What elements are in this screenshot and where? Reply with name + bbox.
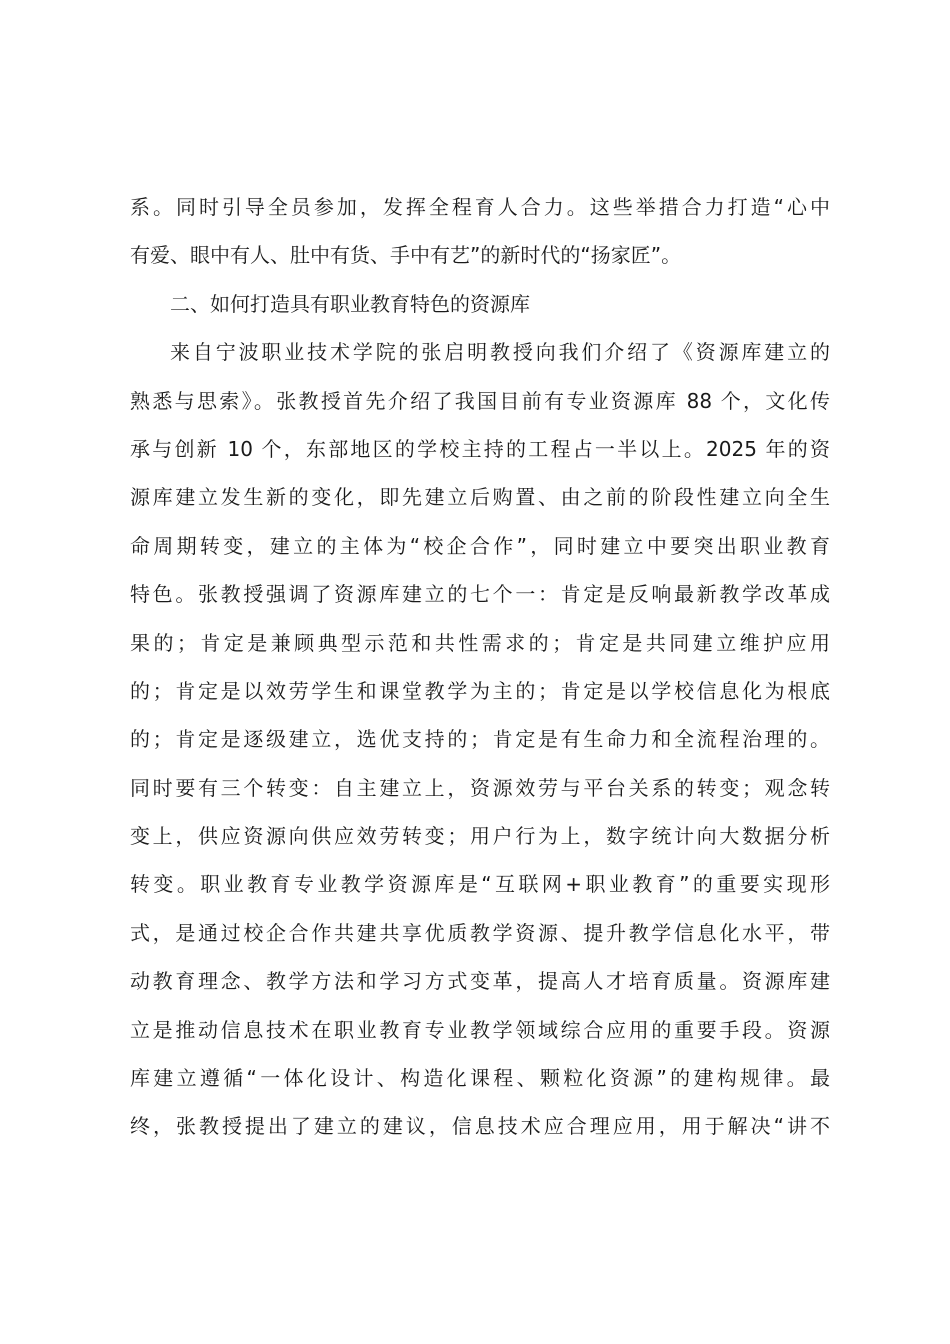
text-line: 式，是通过校企合作共建共享优质教学资源、提升教学信息化水平，带 (130, 920, 830, 945)
text-line: 的；肯定是以效劳学生和课堂教学为主的；肯定是以学校信息化为根底 (130, 678, 830, 703)
text-line: 有爱、眼中有人、肚中有货、手中有艺”的新时代的“扬家匠”。 (130, 243, 682, 268)
text-line: 源库建立发生新的变化，即先建立后购置、由之前的阶段性建立向全生 (130, 485, 830, 510)
text-line: 熟悉与思索》。张教授首先介绍了我国目前有专业资源库 88 个，文化传 (130, 388, 830, 413)
text-line: 立是推动信息技术在职业教育专业教学领域综合应用的重要手段。资源 (130, 1017, 830, 1042)
text-line: 终，张教授提出了建立的建议，信息技术应合理应用，用于解决“讲不 (130, 1114, 830, 1139)
section-heading: 二、如何打造具有职业教育特色的资源库 (170, 291, 530, 316)
text-line: 动教育理念、教学方法和学习方式变革，提高人才培育质量。资源库建 (130, 969, 830, 994)
text-line: 的；肯定是逐级建立，选优支持的；肯定是有生命力和全流程治理的。 (130, 727, 830, 752)
text-line: 果的；肯定是兼顾典型示范和共性需求的；肯定是共同建立维护应用 (130, 630, 830, 655)
text-line: 库建立遵循“一体化设计、构造化课程、颗粒化资源”的建构规律。最 (130, 1066, 830, 1091)
body-text (130, 183, 830, 1151)
text-line: 系。同时引导全员参加，发挥全程育人合力。这些举措合力打造“心中 (130, 195, 830, 219)
text-line: 承与创新 10 个，东部地区的学校主持的工程占一半以上。2025 年的资 (130, 436, 830, 461)
text-line: 同时要有三个转变：自主建立上，资源效劳与平台关系的转变；观念转 (130, 775, 830, 800)
text-line: 转变。职业教育专业教学资源库是“互联网+职业教育”的重要实现形 (130, 872, 830, 897)
text-line: 来自宁波职业技术学院的张启明教授向我们介绍了《资源库建立的 (170, 340, 830, 365)
text-line: 特色。张教授强调了资源库建立的七个一：肯定是反响最新教学改革成 (130, 582, 830, 607)
text-line: 变上，供应资源向供应效劳转变；用户行为上，数字统计向大数据分析 (130, 824, 830, 849)
text-line: 命周期转变，建立的主体为“校企合作”，同时建立中要突出职业教育 (130, 533, 830, 558)
